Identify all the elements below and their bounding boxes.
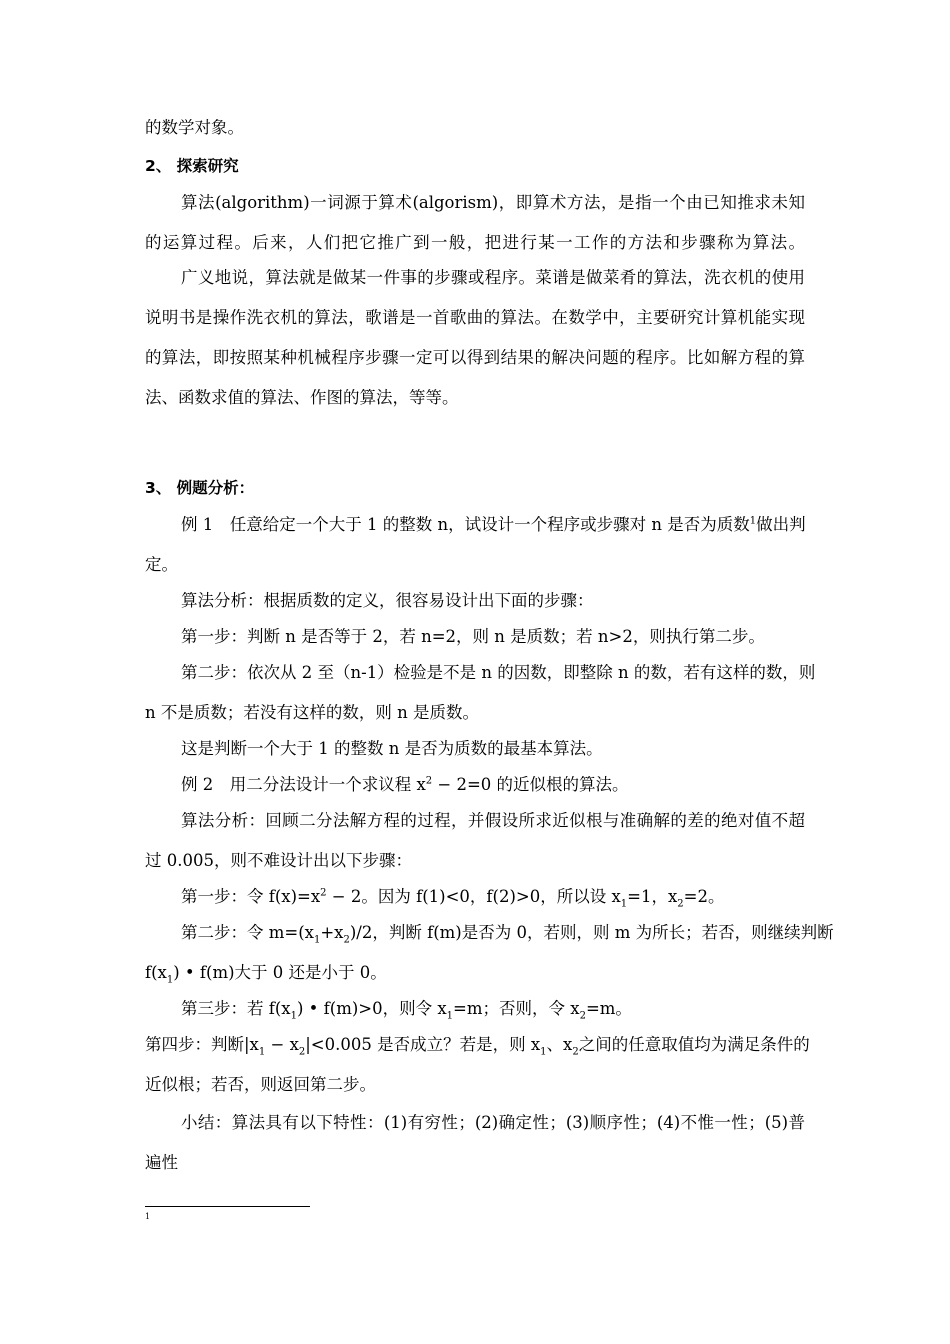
step-line: 第二步：依次从 2 至（n-1）检验是不是 n 的因数，即整除 n 的数，若有这样的数，则 — [181, 663, 816, 682]
step-line: 第三步：若 $f(x_1)$ • f(m)>0，则令 $x_1=m$；否则，令 $x_2=m$。 — [181, 999, 632, 1022]
paragraph-line: 法、函数求值的算法、作图的算法，等等。 — [145, 388, 459, 407]
analysis-line: 过 0.005，则不难设计出以下步骤： — [145, 851, 412, 870]
example-1-line: 定。 — [145, 555, 178, 574]
analysis-line: 算法分析：回顾二分法解方程的过程，并假设所求近似根与准确解的差的绝对值不超 — [181, 811, 805, 830]
footnote-separator — [145, 1206, 310, 1207]
paragraph-line: 广义地说，算法就是做某一件事的步骤或程序。菜谱是做菜肴的算法，洗衣机的使用 — [181, 268, 805, 287]
step-line: 第四步：判断$|x_1 - x_2|<0.005$ 是否成立？若是，则 $x_1$、$x_2$之间的任意取值均为满足条件的 — [145, 1035, 810, 1058]
example-2-line: 例 2 用二分法设计一个求议程 $x^2 - 2=0$ 的近似根的算法。 — [181, 775, 629, 794]
paragraph-line: 的运算过程。后来，人们把它推广到一般，把进行某一工作的方法和步骤称为算法。 — [145, 233, 805, 252]
step-line: 第一步：判断 n 是否等于 2，若 n=2，则 n 是质数；若 n>2，则执行第二步。 — [181, 627, 765, 646]
example-1-line: 例 1 任意给定一个大于 1 的整数 n，试设计一个程序或步骤对 n 是否为质数$^1$做出判 — [181, 515, 806, 534]
section-heading-3: 3、 例题分析： — [145, 479, 255, 497]
conclusion-line: 这是判断一个大于 1 的整数 n 是否为质数的最基本算法。 — [181, 739, 603, 758]
paragraph-line: 说明书是操作洗衣机的算法，歌谱是一首歌曲的算法。在数学中，主要研究计算机能实现 — [145, 308, 805, 327]
footnote-ref: 1 — [749, 515, 757, 527]
paragraph-line: 算法(algorithm)一词源于算术(algorism)，即算术方法，是指一个由已知推求未知 — [181, 193, 805, 212]
footnote-number: 1 — [145, 1212, 151, 1221]
step-line: 第一步：令 $f(x)=x^2 - 2$。因为 f(1)<0，f(2)>0，所以设 $x_1=1$，$x_2=2$。 — [181, 887, 725, 910]
summary-line: 遍性 — [145, 1153, 178, 1172]
text-line: 的数学对象。 — [145, 118, 244, 137]
paragraph-line: 的算法，即按照某种机械程序步骤一定可以得到结果的解决问题的程序。比如解方程的算 — [145, 348, 805, 367]
step-line: 第二步：令 $m=(x_1+x_2)/2$，判断 f(m)是否为 0，若则，则 m 为所长；若否，则继续判断 — [181, 923, 834, 946]
step-line: 近似根；若否，则返回第二步。 — [145, 1075, 376, 1094]
step-line: $f(x_1)$ • f(m)大于 0 还是小于 0。 — [145, 963, 387, 986]
step-line: n 不是质数；若没有这样的数，则 n 是质数。 — [145, 703, 479, 722]
summary-line: 小结：算法具有以下特性：(1)有穷性；(2)确定性；(3)顺序性；(4)不惟一性；(5)普 — [181, 1113, 805, 1132]
section-heading-2: 2、 探索研究 — [145, 157, 239, 175]
analysis-line: 算法分析：根据质数的定义，很容易设计出下面的步骤： — [181, 591, 594, 610]
